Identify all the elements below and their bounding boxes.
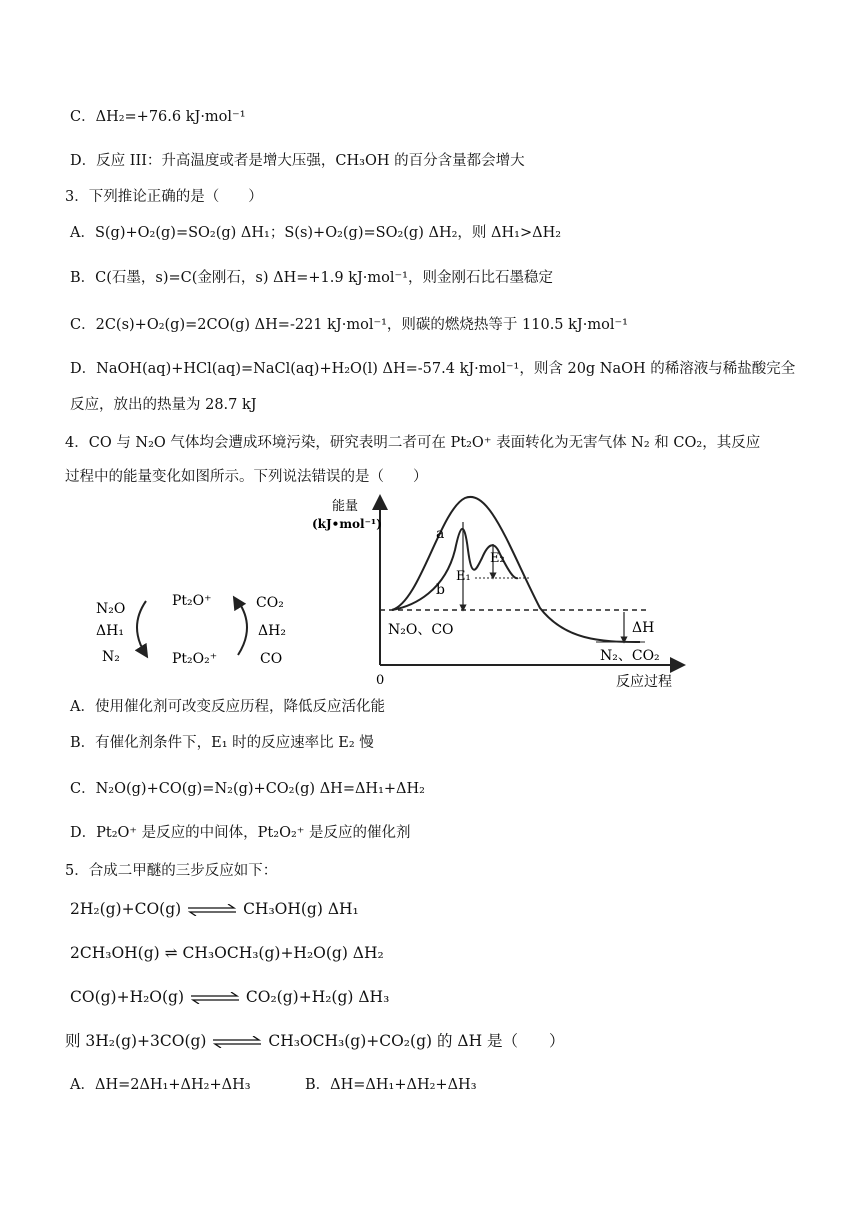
- option-d-q4: D．Pt₂O⁺ 是反应的中间体，Pt₂O₂⁺ 是反应的催化剂: [70, 825, 411, 841]
- energy-profile-figure: [300, 490, 690, 690]
- catalytic-cycle-figure: [88, 585, 298, 685]
- equilibrium-arrow-icon: [189, 992, 241, 1004]
- cycle-arc-left: [137, 601, 146, 655]
- origin-label: 0: [376, 673, 385, 688]
- cycle-arc-right: [238, 601, 247, 655]
- cycle-co2: CO₂: [256, 595, 284, 611]
- question-3-stem: 3．下列推论正确的是（ ）: [65, 189, 263, 205]
- label-e1: E₁: [456, 569, 471, 584]
- label-dh: ΔH: [632, 620, 655, 636]
- reaction-3-right: CO₂(g)+H₂(g) ΔH₃: [245, 988, 390, 1006]
- equilibrium-arrow-icon: [186, 904, 238, 916]
- option-c-q3: C．2C(s)+O₂(g)=2CO(g) ΔH=-221 kJ·mol⁻¹，则碳的燃烧热等于 110.5 kJ·mol⁻¹: [70, 317, 628, 333]
- reaction-1: [70, 898, 359, 920]
- curve-b-catalyzed: [392, 529, 518, 610]
- option-a-q4: A．使用催化剂可改变反应历程，降低反应活化能: [70, 699, 385, 715]
- y-axis-label-1: 能量: [332, 499, 359, 514]
- option-b-q4: B．有催化剂条件下，E₁ 时的反应速率比 E₂ 慢: [70, 735, 374, 751]
- option-c-q2: C．ΔH₂=+76.6 kJ·mol⁻¹: [70, 109, 246, 125]
- option-b-q5: B．ΔH=ΔH₁+ΔH₂+ΔH₃: [305, 1077, 477, 1093]
- option-d-q2: D．反应 III：升高温度或者是增大压强，CH₃OH 的百分含量都会增大: [70, 153, 525, 169]
- label-e2: E₂: [490, 551, 505, 566]
- x-axis-label: 反应过程: [616, 674, 672, 690]
- reaction-overall: [65, 1030, 565, 1052]
- reaction-3-left: CO(g)+H₂O(g): [70, 988, 185, 1006]
- reaction-overall-right: CH₃OCH₃(g)+CO₂(g) 的 ΔH 是（ ）: [268, 1032, 565, 1050]
- label-curve-b: b: [436, 582, 445, 598]
- curve-a-uncatalyzed: [392, 497, 640, 642]
- cycle-n2: N₂: [102, 649, 120, 665]
- option-b-q3: B．C(石墨，s)=C(金刚石，s) ΔH=+1.9 kJ·mol⁻¹，则金刚石比石墨稳定: [70, 270, 553, 286]
- reaction-1-left: 2H₂(g)+CO(g): [70, 900, 182, 918]
- cycle-dh2: ΔH₂: [258, 623, 286, 639]
- option-c-q4: C．N₂O(g)+CO(g)=N₂(g)+CO₂(g) ΔH=ΔH₁+ΔH₂: [70, 781, 425, 797]
- option-a-q5: A．ΔH=2ΔH₁+ΔH₂+ΔH₃: [70, 1077, 251, 1093]
- label-products: N₂、CO₂: [600, 648, 660, 664]
- cycle-n2o: N₂O: [96, 601, 126, 617]
- reaction-overall-left: 则 3H₂(g)+3CO(g): [65, 1032, 207, 1050]
- label-reactants: N₂O、CO: [388, 622, 454, 638]
- reaction-3: [70, 986, 389, 1008]
- reaction-2: 2CH₃OH(g) ⇌ CH₃OCH₃(g)+H₂O(g) ΔH₂: [70, 944, 384, 962]
- option-a-q3: A．S(g)+O₂(g)=SO₂(g) ΔH₁；S(s)+O₂(g)=SO₂(g) ΔH₂，则 ΔH₁>ΔH₂: [70, 225, 562, 241]
- option-d-q3: D．NaOH(aq)+HCl(aq)=NaCl(aq)+H₂O(l) ΔH=-57.4 kJ·mol⁻¹，则含 20g NaOH 的稀溶液与稀盐酸完全: [70, 361, 796, 377]
- equilibrium-arrow-icon: [211, 1036, 263, 1048]
- question-4-stem: 4．CO 与 N₂O 气体均会遭成环境污染，研究表明二者可在 Pt₂O⁺ 表面转化为无害气体 N₂ 和 CO₂，其反应: [65, 435, 761, 451]
- cycle-co: CO: [260, 651, 283, 667]
- question-4-stem-cont: 过程中的能量变化如图所示。下列说法错误的是（ ）: [65, 469, 428, 485]
- label-curve-a: a: [436, 526, 445, 542]
- option-d-q3-cont: 反应，放出的热量为 28.7 kJ: [70, 397, 257, 413]
- cycle-pt2o: Pt₂O⁺: [172, 593, 212, 609]
- cycle-pt2o2: Pt₂O₂⁺: [172, 651, 218, 667]
- cycle-dh1: ΔH₁: [96, 623, 124, 639]
- reaction-1-right: CH₃OH(g) ΔH₁: [243, 900, 359, 918]
- y-axis-label-2: (kJ•mol⁻¹): [312, 517, 382, 531]
- question-5-stem: 5．合成二甲醚的三步反应如下：: [65, 863, 278, 879]
